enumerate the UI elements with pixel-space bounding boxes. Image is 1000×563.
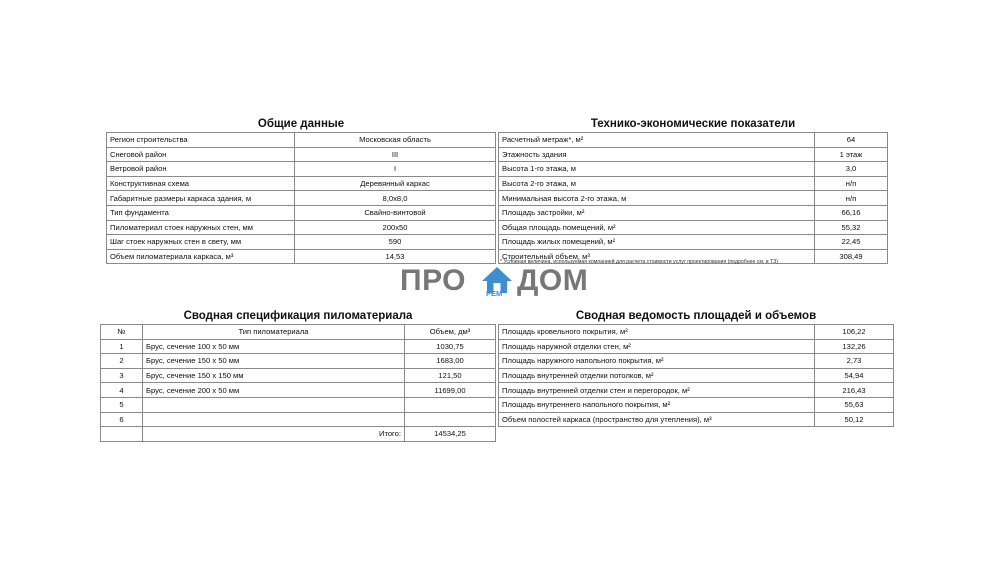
area-value: 132,26 xyxy=(815,339,894,354)
area-value: 55,63 xyxy=(815,397,894,412)
areas-summary-table xyxy=(498,324,894,427)
lumber-row xyxy=(101,354,496,369)
parameter-value: III xyxy=(295,147,496,162)
lumber-row xyxy=(101,412,496,427)
area-label: Площадь наружной отделки стен, м² xyxy=(499,339,815,354)
indicator-value: н/п xyxy=(815,176,888,191)
area-summary-row xyxy=(499,383,894,398)
areas-summary-section xyxy=(498,308,894,427)
area-label: Объем полостей каркаса (пространство для утепления), м³ xyxy=(499,412,815,427)
parameter-value: 590 xyxy=(295,235,496,250)
indicator-value: 55,32 xyxy=(815,220,888,235)
lumber-spec-table xyxy=(100,324,496,442)
parameter-label: Снеговой район xyxy=(107,147,295,162)
area-value: 54,94 xyxy=(815,368,894,383)
tech-indicator-row xyxy=(499,162,888,177)
lumber-col-type: Тип пиломатериала xyxy=(143,325,405,340)
area-summary-row xyxy=(499,397,894,412)
indicator-label: Строительный объем, м³ xyxy=(499,249,815,264)
indicator-value: 64 xyxy=(815,133,888,148)
general-data-row xyxy=(107,176,496,191)
logo-sub: РЕМ xyxy=(486,289,503,298)
parameter-value: 200х50 xyxy=(295,220,496,235)
indicator-value: 22,45 xyxy=(815,235,888,250)
lumber-header-row xyxy=(101,325,496,340)
lumber-row-number: 6 xyxy=(101,412,143,427)
general-data-row xyxy=(107,235,496,250)
parameter-label: Шаг стоек наружных стен в свету, мм xyxy=(107,235,295,250)
parameter-value: I xyxy=(295,162,496,177)
lumber-spec-title: Сводная спецификация пиломатериала xyxy=(183,310,413,322)
lumber-col-number: № xyxy=(101,325,143,340)
lumber-row xyxy=(101,368,496,383)
area-value: 50,12 xyxy=(815,412,894,427)
tech-indicator-row xyxy=(499,147,888,162)
lumber-row-type: Брус, сечение 100 х 50 мм xyxy=(143,339,405,354)
lumber-row-volume: 1030,75 xyxy=(405,339,496,354)
tech-indicator-row xyxy=(499,235,888,250)
parameter-label: Конструктивная схема xyxy=(107,176,295,191)
lumber-row-volume xyxy=(405,412,496,427)
lumber-row-number: 3 xyxy=(101,368,143,383)
lumber-row-type: Брус, сечение 200 х 50 мм xyxy=(143,383,405,398)
lumber-row xyxy=(101,339,496,354)
tech-indicators-table xyxy=(498,132,888,264)
tech-indicator-row xyxy=(499,205,888,220)
indicator-label: Высота 1-го этажа, м xyxy=(499,162,815,177)
parameter-label: Объем пиломатериала каркаса, м³ xyxy=(107,249,295,264)
lumber-row-volume: 1683,00 xyxy=(405,354,496,369)
parameter-label: Тип фундамента xyxy=(107,205,295,220)
lumber-row-number: 1 xyxy=(101,339,143,354)
lumber-row xyxy=(101,383,496,398)
general-data-title: Общие данные xyxy=(257,118,345,130)
lumber-row xyxy=(101,397,496,412)
parameter-label: Пиломатериал стоек наружных стен, мм xyxy=(107,220,295,235)
logo-word-right: ДОМ xyxy=(517,264,589,297)
area-summary-row xyxy=(499,325,894,340)
indicator-value: 1 этаж xyxy=(815,147,888,162)
lumber-spec-section xyxy=(100,308,496,442)
area-label: Площадь внутреннего напольного покрытия, м² xyxy=(499,397,815,412)
area-label: Площадь внутренней отделки стен и перегородок, м² xyxy=(499,383,815,398)
areas-summary-title: Сводная ведомость площадей и объемов xyxy=(575,310,817,322)
lumber-total-value: 14534,25 xyxy=(405,427,496,442)
parameter-label: Габаритные размеры каркаса здания, м xyxy=(107,191,295,206)
area-summary-row xyxy=(499,368,894,383)
lumber-row-volume: 121,50 xyxy=(405,368,496,383)
logo-word-left: ПРО xyxy=(400,264,467,297)
area-value: 2,73 xyxy=(815,354,894,369)
parameter-value: Деревянный каркас xyxy=(295,176,496,191)
area-label: Площадь внутренней отделки потолков, м² xyxy=(499,368,815,383)
parameter-value: Московская область xyxy=(295,133,496,148)
indicator-label: Общая площадь помещений, м² xyxy=(499,220,815,235)
indicator-label: Высота 2-го этажа, м xyxy=(499,176,815,191)
lumber-total-label: Итого: xyxy=(143,427,405,442)
tech-indicator-row xyxy=(499,133,888,148)
area-summary-row xyxy=(499,412,894,427)
general-data-table xyxy=(106,132,496,264)
general-data-row xyxy=(107,162,496,177)
indicator-label: Этажность здания xyxy=(499,147,815,162)
lumber-row-volume xyxy=(405,397,496,412)
lumber-row-type: Брус, сечение 150 х 150 мм xyxy=(143,368,405,383)
tech-indicator-row xyxy=(499,220,888,235)
general-data-row xyxy=(107,205,496,220)
area-value: 106,22 xyxy=(815,325,894,340)
lumber-total-row xyxy=(101,427,496,442)
general-data-section xyxy=(106,116,496,264)
area-summary-row xyxy=(499,339,894,354)
area-label: Площадь наружного напольного покрытия, м² xyxy=(499,354,815,369)
general-data-row xyxy=(107,191,496,206)
parameter-value: Свайно-винтовой xyxy=(295,205,496,220)
parameter-value: 14,53 xyxy=(295,249,496,264)
indicator-label: Минимальная высота 2-го этажа, м xyxy=(499,191,815,206)
lumber-row-type: Брус, сечение 150 х 50 мм xyxy=(143,354,405,369)
indicator-value: 66,16 xyxy=(815,205,888,220)
lumber-row-number: 5 xyxy=(101,397,143,412)
indicator-value: 3,0 xyxy=(815,162,888,177)
parameter-label: Ветровой район xyxy=(107,162,295,177)
tech-indicator-row xyxy=(499,176,888,191)
parameter-value: 8,0х8,0 xyxy=(295,191,496,206)
indicator-value: н/п xyxy=(815,191,888,206)
indicator-label: Площадь застройки, м² xyxy=(499,205,815,220)
lumber-col-volume: Объем, дм³ xyxy=(405,325,496,340)
tech-indicators-section xyxy=(498,116,888,264)
indicator-value: 308,49 xyxy=(815,249,888,264)
lumber-row-type xyxy=(143,412,405,427)
indicator-label: Площадь жилых помещений, м² xyxy=(499,235,815,250)
design-cost-footnote: * Условная величина, используемая компанией для расчета стоимости услуг проектирования (подробнее см. в ТЗ) xyxy=(500,259,778,265)
area-value: 216,43 xyxy=(815,383,894,398)
general-data-row xyxy=(107,147,496,162)
lumber-row-type xyxy=(143,397,405,412)
tech-indicators-title: Технико-экономические показатели xyxy=(590,118,796,130)
area-label: Площадь кровельного покрытия, м² xyxy=(499,325,815,340)
lumber-row-number: 2 xyxy=(101,354,143,369)
area-summary-row xyxy=(499,354,894,369)
tech-indicator-row xyxy=(499,191,888,206)
general-data-row xyxy=(107,133,496,148)
pro-dom-logo xyxy=(400,262,600,302)
lumber-row-number: 4 xyxy=(101,383,143,398)
indicator-label: Расчетный метраж*, м² xyxy=(499,133,815,148)
lumber-row-volume: 11699,00 xyxy=(405,383,496,398)
parameter-label: Регион строительства xyxy=(107,133,295,148)
general-data-row xyxy=(107,220,496,235)
